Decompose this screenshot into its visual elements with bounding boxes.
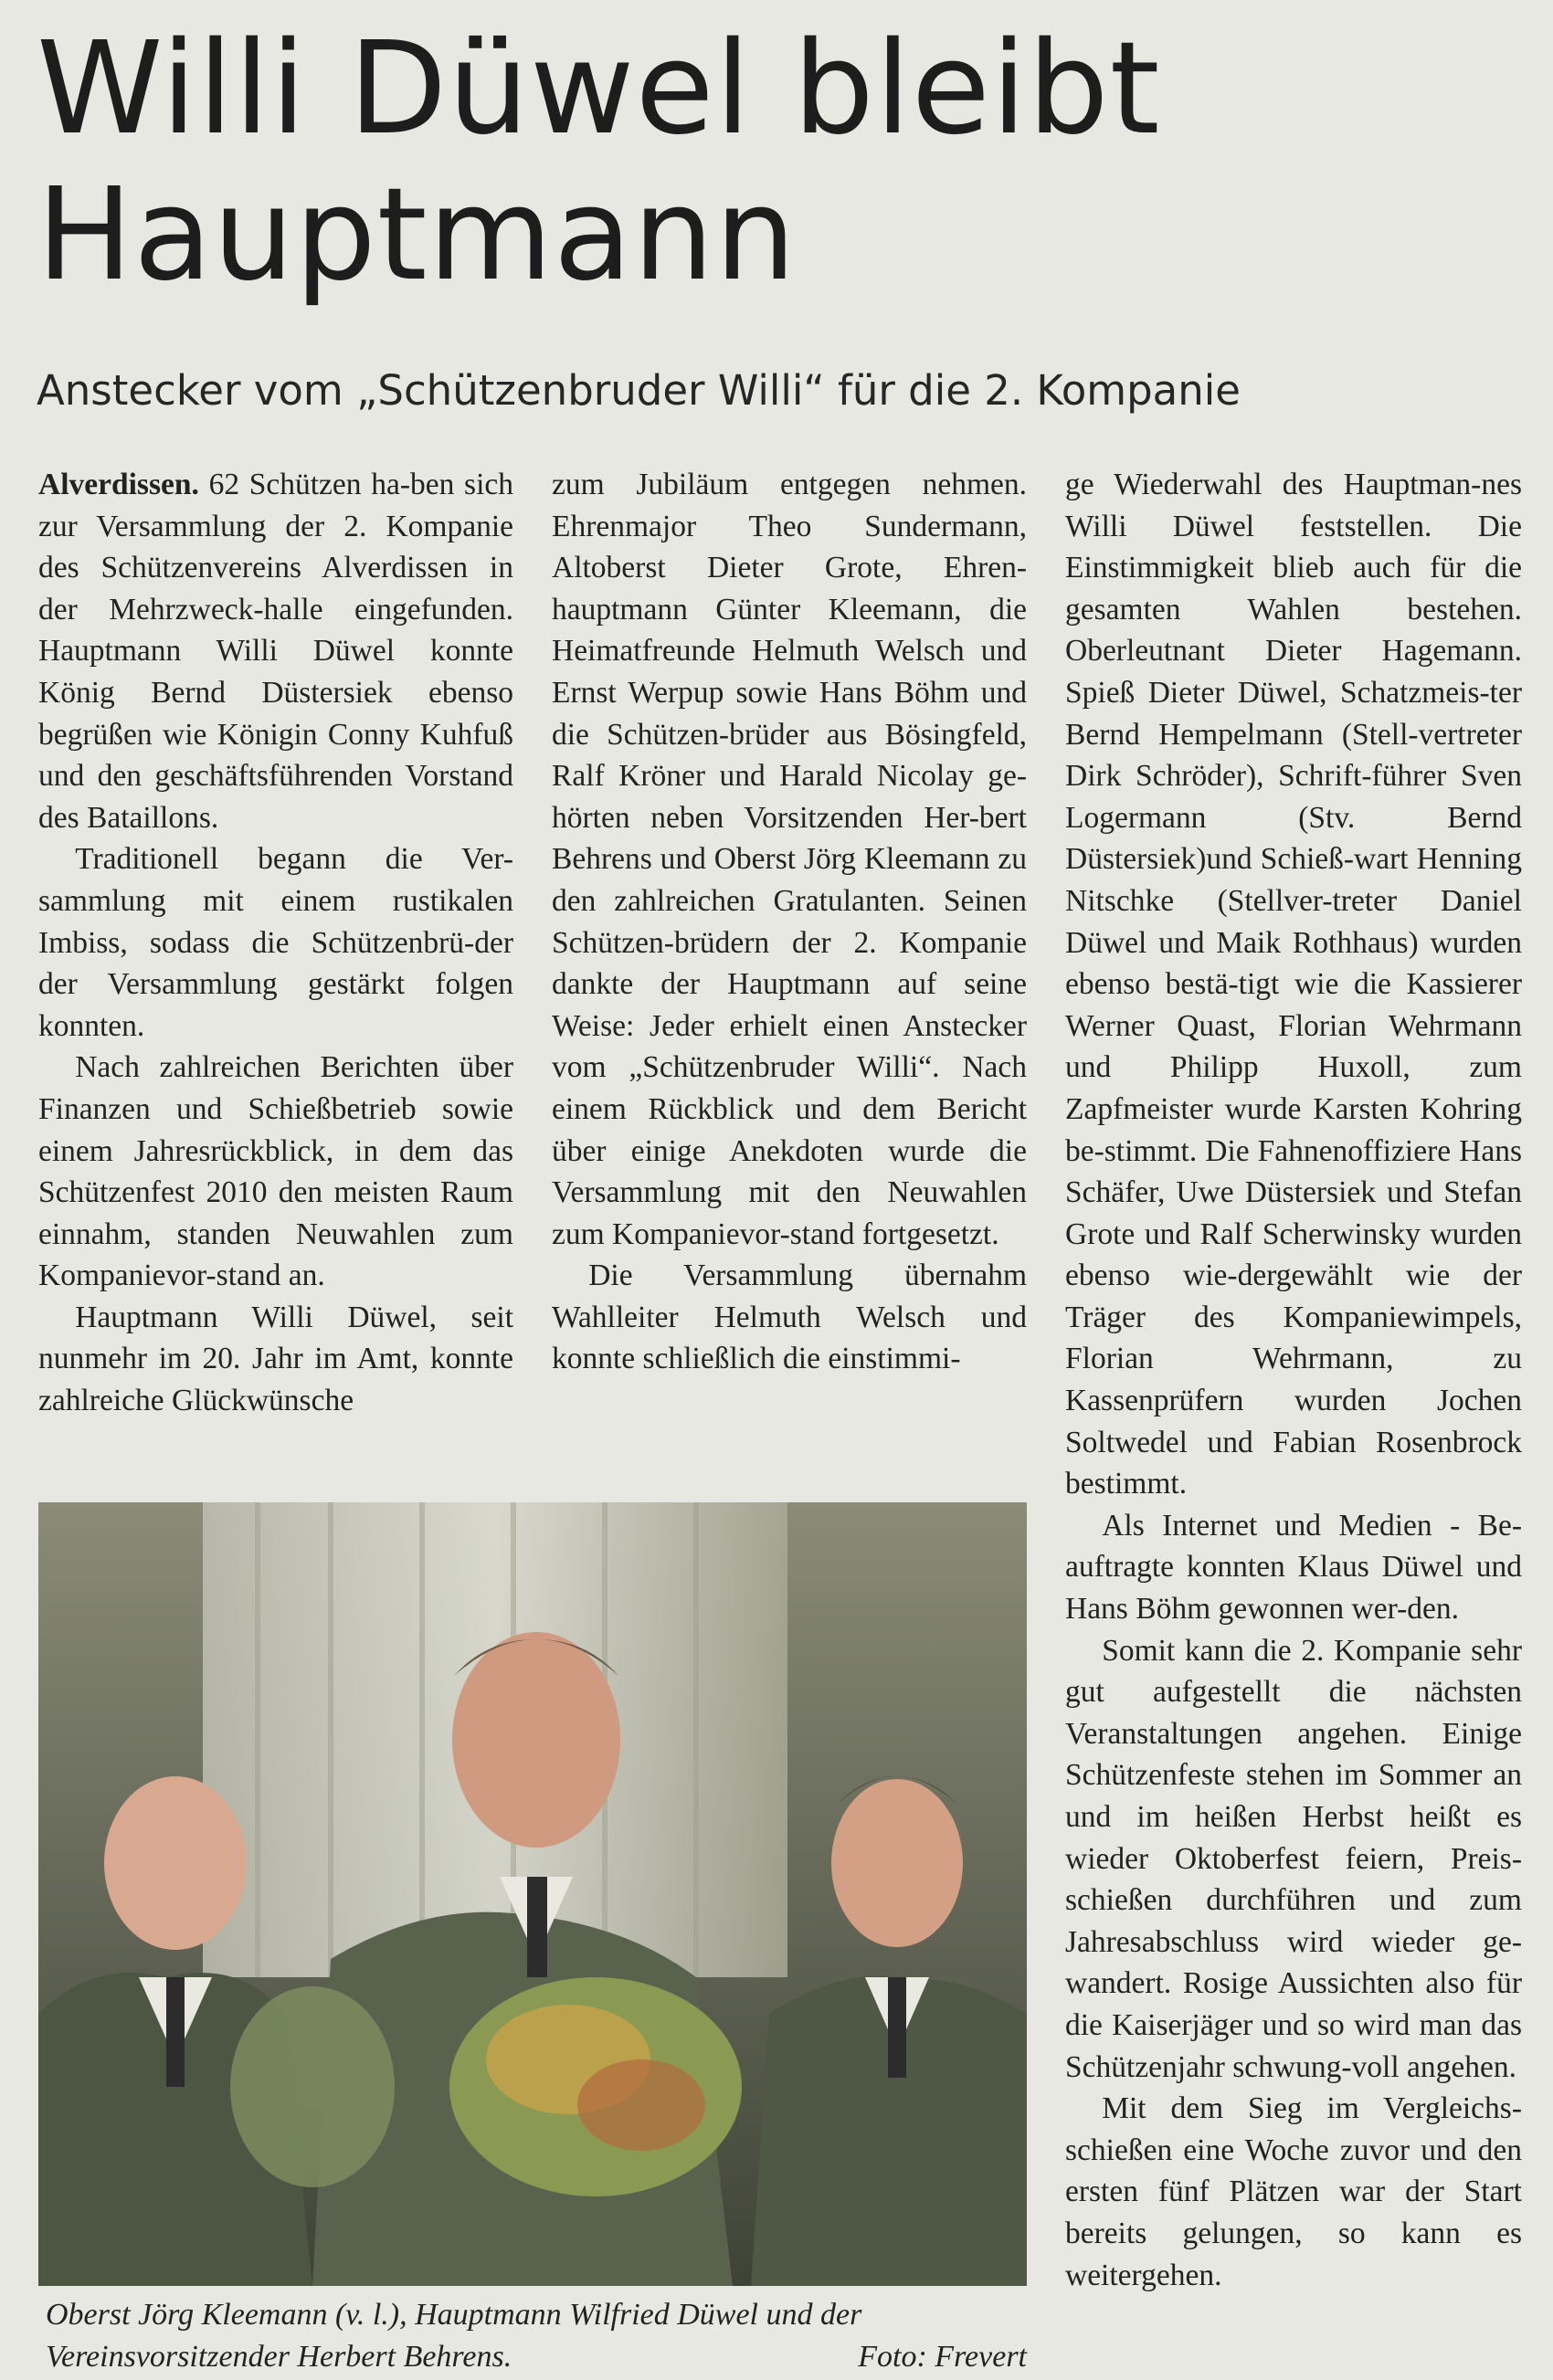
dateline: Alverdissen.	[38, 468, 199, 501]
paragraph: Mit dem Sieg im Vergleichs-schießen eine Woche zuvor und den ersten fünf Plätzen war der Start bereits gelungen, so kann es weitergehen.	[1065, 2091, 1522, 2292]
photo-credit: Foto: Frevert	[858, 2340, 1027, 2374]
caption-text: Oberst Jörg Kleemann (v. l.), Hauptmann Wilfried Düwel und der Vereinsvorsitzender Herbert Behrens.	[46, 2298, 862, 2374]
paragraph: zum Jubiläum entgegen nehmen. Ehrenmajor Theo Sundermann, Altoberst Dieter Grote, Ehren-hauptmann Günter Kleemann, die Heimatfreunde Helmuth Welsch und Ernst Werpup sowie Hans Böhm und die Schützen-brüder aus Bösingfeld, Ralf Kröner und Harald Nicolay ge-hörten neben Vorsitzenden Her-bert Behrens und Oberst Jörg Kleemann zu den zahlreichen Gratulanten. Seinen Schützen-brüdern der 2. Kompanie dankte der Hauptmann auf seine Weise: Jeder erhielt einen Anstecker vom „Schützenbruder Willi“. Nach einem Rückblick und dem Bericht über einige Anekdoten wurde die Versammlung mit den Neuwahlen zum Kompanievor-stand fortgesetzt.	[552, 468, 1027, 1251]
headline-line-1: Willi Düwel bleibt	[37, 15, 1161, 163]
photo-caption	[46, 2294, 1027, 2378]
article-photo	[38, 1502, 1027, 2286]
paragraph: Somit kann die 2. Kompanie sehr gut aufgestellt die nächsten Veranstaltungen angehen. Einige Schützenfeste stehen im Sommer an und im heißen Herbst heißt es wieder Oktoberfest feiern, Preis-schießen durchführen und zum Jahresabschluss wird wieder ge-wandert. Rosige Aussichten also für die Kaiserjäger und so wird man das Schützenjahr schwung-voll angehen.	[1065, 1633, 1522, 2084]
paragraph: Die Versammlung übernahm Wahlleiter Helmuth Welsch und konnte schließlich die einstimmi-	[552, 1258, 1027, 1376]
paragraph-text: 62 Schützen ha-ben sich zur Versammlung der 2. Kompanie des Schützenvereins Alverdissen in der Mehrzweck-halle eingefunden. Hauptmann Willi Düwel konnte König Bernd Düstersiek ebenso begrüßen wie Königin Conny Kuhfuß und den geschäftsführenden Vorstand des Bataillons.	[38, 468, 514, 835]
article-column-1	[38, 464, 513, 1422]
paragraph: Als Internet und Medien - Be-auftragte konnten Klaus Düwel und Hans Böhm gewonnen wer-den.	[1065, 1508, 1522, 1627]
paragraph: ge Wiederwahl des Hauptman-nes Willi Düwel feststellen. Die Einstimmigkeit blieb auch für die gesamten Wahlen bestehen. Oberleutnant Dieter Hagemann. Spieß Dieter Düwel, Schatzmeis-ter Bernd Hempelmann (Stell-vertreter Dirk Schröder), Schrift-führer Sven Logermann (Stv. Bernd Düstersiek)und Schieß-wart Henning Nitschke (Stellver-treter Daniel Düwel und Maik Rothhaus) wurden ebenso bestä-tigt wie die Kassierer Werner Quast, Florian Wehrmann und Philipp Huxoll, zum Zapfmeister wurde Karsten Kohring be-stimmt. Die Fahnenoffiziere Hans Schäfer, Uwe Düstersiek und Stefan Grote und Ralf Scherwinsky wurden ebenso wie-dergewählt wie der Träger des Kompaniewimpels, Florian Wehrmann, zu Kassenprüfern wurden Jochen Soltwedel und Fabian Rosenbrock bestimmt.	[1065, 468, 1522, 1501]
photo-illustration	[38, 1502, 1027, 2286]
headline	[37, 16, 1516, 309]
paragraph: Nach zahlreichen Berichten über Finanzen und Schießbetrieb sowie einem Jahresrückblick, in dem das Schützenfest 2010 den meisten Raum einnahm, standen Neuwahlen zum Kompanievor-stand an.	[38, 1050, 513, 1293]
paragraph: Hauptmann Willi Düwel, seit nunmehr im 20. Jahr im Amt, konnte zahlreiche Glückwünsche	[38, 1300, 513, 1418]
headline-line-2: Hauptmann	[37, 161, 798, 310]
paragraph: Traditionell begann die Ver-sammlung mit einem rustikalen Imbiss, sodass die Schützenbrü-der der Versammlung gestärkt folgen konnten.	[38, 842, 513, 1043]
article-column-3	[1065, 464, 1522, 2296]
subheadline: Anstecker vom „Schützenbruder Willi“ für die 2. Kompanie	[37, 366, 1241, 415]
paragraph	[38, 464, 513, 838]
article-column-2	[552, 464, 1027, 1380]
